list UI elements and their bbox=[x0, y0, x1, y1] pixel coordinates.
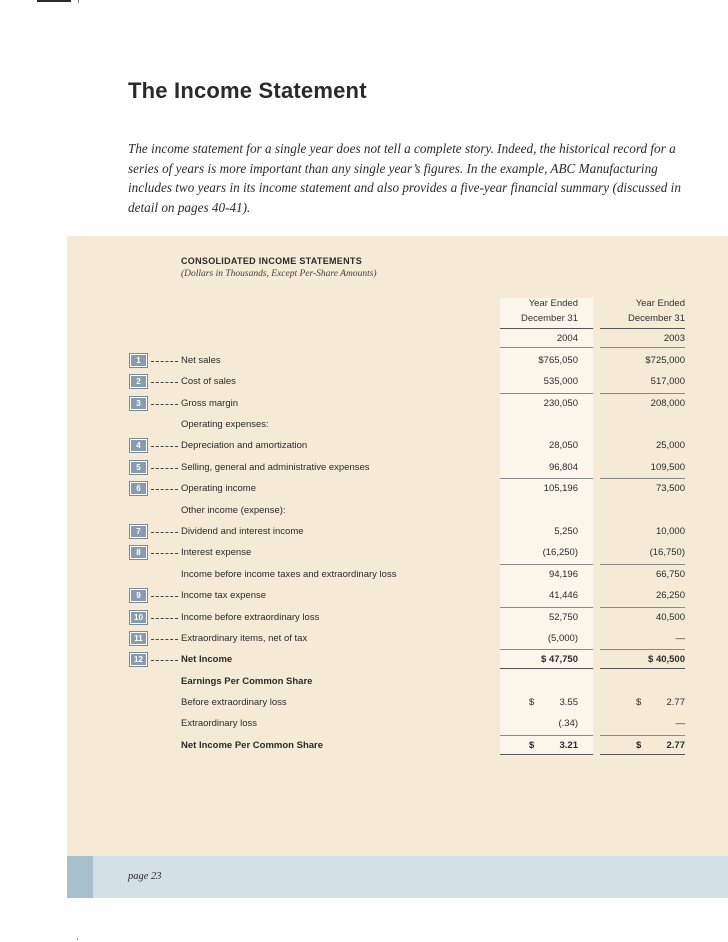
subtotal-rule-2004 bbox=[500, 607, 593, 608]
row-badge bbox=[129, 652, 148, 667]
row-badge bbox=[129, 438, 148, 453]
row-badge-number: 12 bbox=[131, 654, 146, 665]
row-value-2003: — bbox=[675, 633, 685, 644]
row-badge-number: 5 bbox=[131, 462, 146, 473]
row-value-2004: 96,804 bbox=[548, 462, 578, 473]
footer-tab bbox=[67, 856, 93, 898]
row-leader-line bbox=[151, 489, 178, 490]
row-label: Selling, general and administrative expenses bbox=[181, 462, 370, 473]
row-label: Depreciation and amortization bbox=[181, 440, 308, 451]
row-value-2003: $ 40,500 bbox=[648, 654, 685, 665]
subtotal-rule-2003 bbox=[600, 735, 685, 736]
column-year-2003: 2003 bbox=[663, 333, 685, 344]
row-label: Gross margin bbox=[181, 398, 239, 409]
subtotal-rule-2003 bbox=[600, 478, 685, 479]
footer-band bbox=[67, 856, 728, 898]
row-leader-line bbox=[151, 532, 178, 533]
row-value-2004: (.34) bbox=[558, 718, 578, 729]
row-badge-number: 10 bbox=[131, 612, 146, 623]
row-value-2004: 41,446 bbox=[548, 590, 578, 601]
column-year-2004: 2004 bbox=[556, 333, 578, 344]
row-value-2004: (16,250) bbox=[542, 547, 578, 558]
corner-mark bbox=[37, 0, 71, 2]
statement-panel bbox=[67, 236, 728, 856]
row-label: Extraordinary loss bbox=[181, 718, 258, 729]
row-badge-number: 7 bbox=[131, 526, 146, 537]
row-label: Earnings Per Common Share bbox=[181, 676, 313, 687]
year-rule-2004 bbox=[500, 347, 593, 348]
row-value-2003: 40,500 bbox=[655, 612, 685, 623]
row-label: Income before extraordinary loss bbox=[181, 612, 320, 623]
row-value-2004: 105,196 bbox=[543, 483, 578, 494]
row-leader-line bbox=[151, 553, 178, 554]
row-value-2004: 3.21 bbox=[559, 740, 578, 751]
row-dollar-2004: $ bbox=[529, 697, 535, 708]
intro-paragraph: The income statement for a single year does not tell a complete story. Indeed, the historical record for a series of years is more important than any single year’s figures. In the example, ABC Manufacturing includes two years in its income statement and also provides a five-year financial summary (discussed in detail on pages 40-41). bbox=[128, 141, 681, 215]
row-value-2003: 73,500 bbox=[655, 483, 685, 494]
row-dollar-2003: $ bbox=[636, 740, 642, 751]
row-badge bbox=[129, 481, 148, 496]
row-label: Operating expenses: bbox=[181, 419, 269, 430]
row-badge bbox=[129, 460, 148, 475]
row-leader-line bbox=[151, 382, 178, 383]
row-label: Income tax expense bbox=[181, 590, 267, 601]
row-value-2004: $765,050 bbox=[538, 355, 578, 366]
row-value-2004: 230,050 bbox=[543, 398, 578, 409]
row-value-2004: 28,050 bbox=[548, 440, 578, 451]
page-number: page 23 bbox=[128, 871, 162, 882]
row-badge bbox=[129, 374, 148, 389]
row-badge-number: 8 bbox=[131, 547, 146, 558]
column-header-2004 bbox=[500, 296, 578, 326]
row-value-2003: 66,750 bbox=[655, 569, 685, 580]
row-leader-line bbox=[151, 361, 178, 362]
row-label: Cost of sales bbox=[181, 376, 236, 387]
row-label: Income before income taxes and extraordinary loss bbox=[181, 569, 397, 580]
subtotal-rule-2004 bbox=[500, 564, 593, 565]
corner-dot bbox=[78, 0, 79, 3]
row-dollar-2003: $ bbox=[636, 697, 642, 708]
row-badge-number: 2 bbox=[131, 376, 146, 387]
row-badge bbox=[129, 588, 148, 603]
row-dollar-2004: $ bbox=[529, 740, 535, 751]
row-value-2004: (5,000) bbox=[547, 633, 578, 644]
row-leader-line bbox=[151, 446, 178, 447]
total-rule-2003 bbox=[600, 668, 685, 669]
row-value-2004: 52,750 bbox=[548, 612, 578, 623]
column-header-2003 bbox=[600, 296, 685, 326]
row-value-2003: (16,750) bbox=[649, 547, 685, 558]
subtotal-rule-2004 bbox=[500, 478, 593, 479]
row-badge bbox=[129, 610, 148, 625]
row-badge bbox=[129, 396, 148, 411]
subtotal-rule-2004 bbox=[500, 649, 593, 650]
row-label: Net Income bbox=[181, 654, 233, 665]
row-value-2003: — bbox=[675, 718, 685, 729]
column-header-line1: Year Ended bbox=[635, 298, 685, 309]
row-badge-number: 4 bbox=[131, 440, 146, 451]
row-label: Dividend and interest income bbox=[181, 526, 304, 537]
row-value-2003: 10,000 bbox=[655, 526, 685, 537]
subtotal-rule-2003 bbox=[600, 607, 685, 608]
row-leader-line bbox=[151, 468, 178, 469]
page-title: The Income Statement bbox=[128, 78, 367, 103]
row-leader-line bbox=[151, 404, 178, 405]
row-label: Net sales bbox=[181, 355, 221, 366]
row-badge-number: 1 bbox=[131, 355, 146, 366]
row-value-2004: 535,000 bbox=[543, 376, 578, 387]
row-value-2004: $ 47,750 bbox=[541, 654, 578, 665]
row-badge-number: 11 bbox=[131, 633, 146, 644]
row-label: Before extraordinary loss bbox=[181, 697, 287, 708]
row-value-2004: 5,250 bbox=[554, 526, 578, 537]
total-rule-2004 bbox=[500, 668, 593, 669]
column-header-rule-2004 bbox=[500, 328, 593, 329]
row-badge-number: 6 bbox=[131, 483, 146, 494]
total-rule-2003 bbox=[600, 754, 685, 755]
row-value-2003: 25,000 bbox=[655, 440, 685, 451]
column-header-line2: December 31 bbox=[627, 313, 685, 324]
row-label: Net Income Per Common Share bbox=[181, 740, 324, 751]
statement-subtitle: (Dollars in Thousands, Except Per-Share Amounts) bbox=[181, 269, 377, 279]
row-value-2003: $725,000 bbox=[645, 355, 685, 366]
row-label: Other income (expense): bbox=[181, 505, 286, 516]
row-value-2003: 2.77 bbox=[666, 697, 685, 708]
subtotal-rule-2004 bbox=[500, 735, 593, 736]
row-value-2003: 208,000 bbox=[650, 398, 685, 409]
column-header-line1: Year Ended bbox=[528, 298, 578, 309]
subtotal-rule-2004 bbox=[500, 393, 593, 394]
row-badge-number: 3 bbox=[131, 398, 146, 409]
row-leader-line bbox=[151, 660, 178, 661]
row-badge bbox=[129, 524, 148, 539]
row-value-2003: 517,000 bbox=[650, 376, 685, 387]
row-value-2003: 26,250 bbox=[655, 590, 685, 601]
row-value-2003: 2.77 bbox=[666, 740, 685, 751]
column-header-rule-2003 bbox=[600, 328, 685, 329]
row-badge bbox=[129, 545, 148, 560]
column-header-line2: December 31 bbox=[520, 313, 578, 324]
subtotal-rule-2003 bbox=[600, 649, 685, 650]
row-leader-line bbox=[151, 639, 178, 640]
row-label: Operating income bbox=[181, 483, 256, 494]
statement-title: CONSOLIDATED INCOME STATEMENTS bbox=[181, 256, 362, 266]
row-label: Interest expense bbox=[181, 547, 252, 558]
row-leader-line bbox=[151, 596, 178, 597]
subtotal-rule-2003 bbox=[600, 564, 685, 565]
subtotal-rule-2003 bbox=[600, 393, 685, 394]
row-value-2004: 94,196 bbox=[548, 569, 578, 580]
year-rule-2003 bbox=[600, 347, 685, 348]
row-label: Extraordinary items, net of tax bbox=[181, 633, 308, 644]
bottom-dot bbox=[77, 938, 78, 940]
row-badge bbox=[129, 631, 148, 646]
row-badge-number: 9 bbox=[131, 590, 146, 601]
total-rule-2004 bbox=[500, 754, 593, 755]
row-badge bbox=[129, 353, 148, 368]
row-value-2003: 109,500 bbox=[650, 462, 685, 473]
row-leader-line bbox=[151, 618, 178, 619]
row-value-2004: 3.55 bbox=[559, 697, 578, 708]
